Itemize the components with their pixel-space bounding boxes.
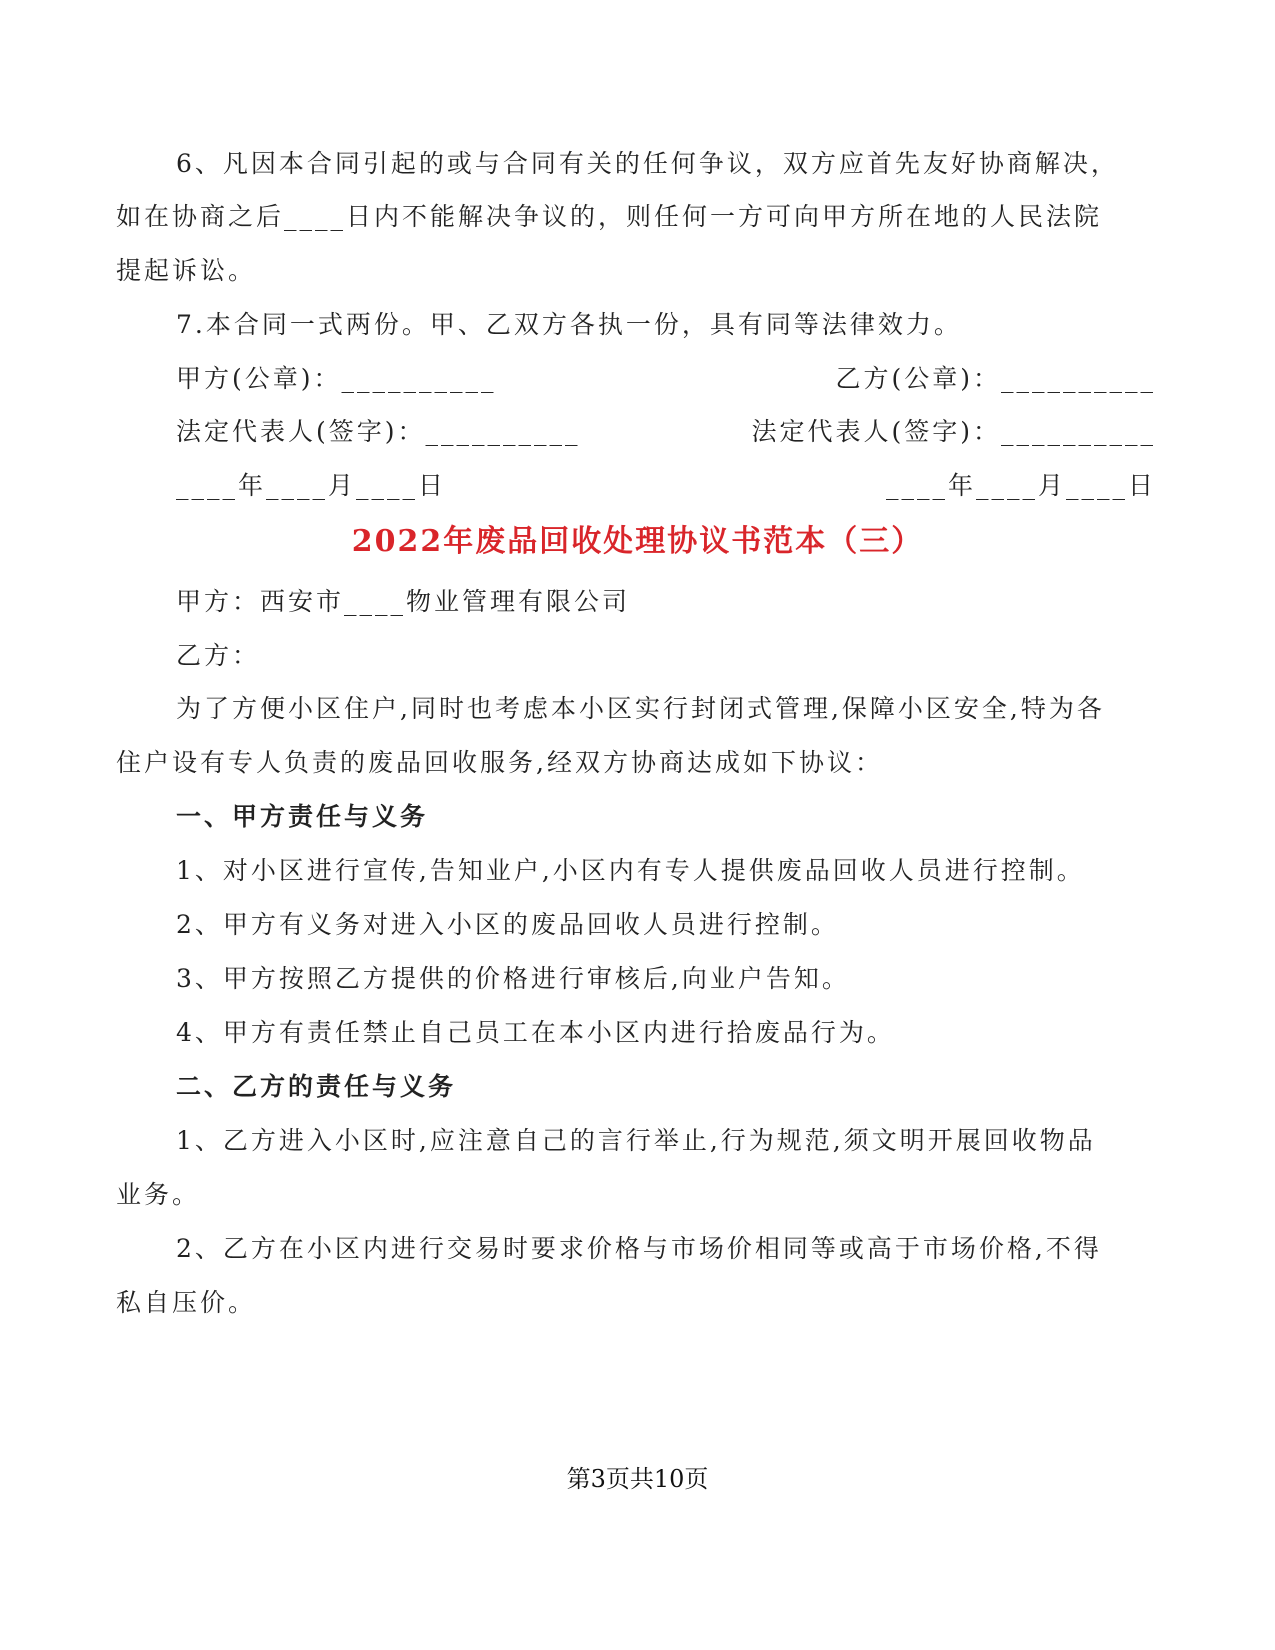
section-1-heading: 一、甲方责任与义务 xyxy=(176,802,429,831)
party-a-date: ____年____月____日 xyxy=(176,471,447,500)
section-2-item-1-line-1: 1、乙方进入小区时,应注意自己的言行举止,行为规范,须文明开展回收物品 xyxy=(176,1126,1096,1155)
party-b-representative: 法定代表人(签字)：__________ xyxy=(751,417,1156,446)
clause-6-line-3: 提起诉讼。 xyxy=(116,256,257,285)
party-a-seal: 甲方(公章)：__________ xyxy=(176,364,497,393)
section-1-item-4: 4、甲方有责任禁止自己员工在本小区内进行拾废品行为。 xyxy=(176,1018,895,1047)
intro-line-2: 住户设有专人负责的废品回收服务,经双方协商达成如下协议： xyxy=(116,748,883,777)
section-2-heading: 二、乙方的责任与义务 xyxy=(176,1072,457,1101)
page-number: 第3页共10页 xyxy=(566,1465,709,1493)
party-a-representative: 法定代表人(签字)：__________ xyxy=(176,417,581,446)
document-title: 2022年废品回收处理协议书范本（三） xyxy=(351,524,924,559)
section-1-item-2: 2、甲方有义务对进入小区的废品回收人员进行控制。 xyxy=(176,910,839,939)
party-b-date: ____年____月____日 xyxy=(885,471,1156,500)
section-2-item-1-line-2: 业务。 xyxy=(116,1180,201,1209)
party-b-seal: 乙方(公章)：__________ xyxy=(835,364,1156,393)
section-1-item-1: 1、对小区进行宣传,告知业户,小区内有专人提供废品回收人员进行控制。 xyxy=(176,856,1085,885)
section-2-item-2-line-1: 2、乙方在小区内进行交易时要求价格与市场价相同等或高于市场价格,不得 xyxy=(176,1234,1102,1263)
clause-6-line-2: 如在协商之后____日内不能解决争议的，则任何一方可向甲方所在地的人民法院 xyxy=(116,202,1103,231)
section-1-item-3: 3、甲方按照乙方提供的价格进行审核后,向业户告知。 xyxy=(176,964,850,993)
intro-line-1: 为了方便小区住户,同时也考虑本小区实行封闭式管理,保障小区安全,特为各 xyxy=(176,694,1105,723)
party-a: 甲方：西安市____物业管理有限公司 xyxy=(176,587,631,616)
party-b: 乙方： xyxy=(176,641,261,670)
clause-7: 7.本合同一式两份。甲、乙双方各执一份，具有同等法律效力。 xyxy=(176,310,962,339)
section-2-item-2-line-2: 私自压价。 xyxy=(116,1288,257,1317)
clause-6-line-1: 6、凡因本合同引起的或与合同有关的任何争议，双方应首先友好协商解决， xyxy=(176,149,1119,178)
